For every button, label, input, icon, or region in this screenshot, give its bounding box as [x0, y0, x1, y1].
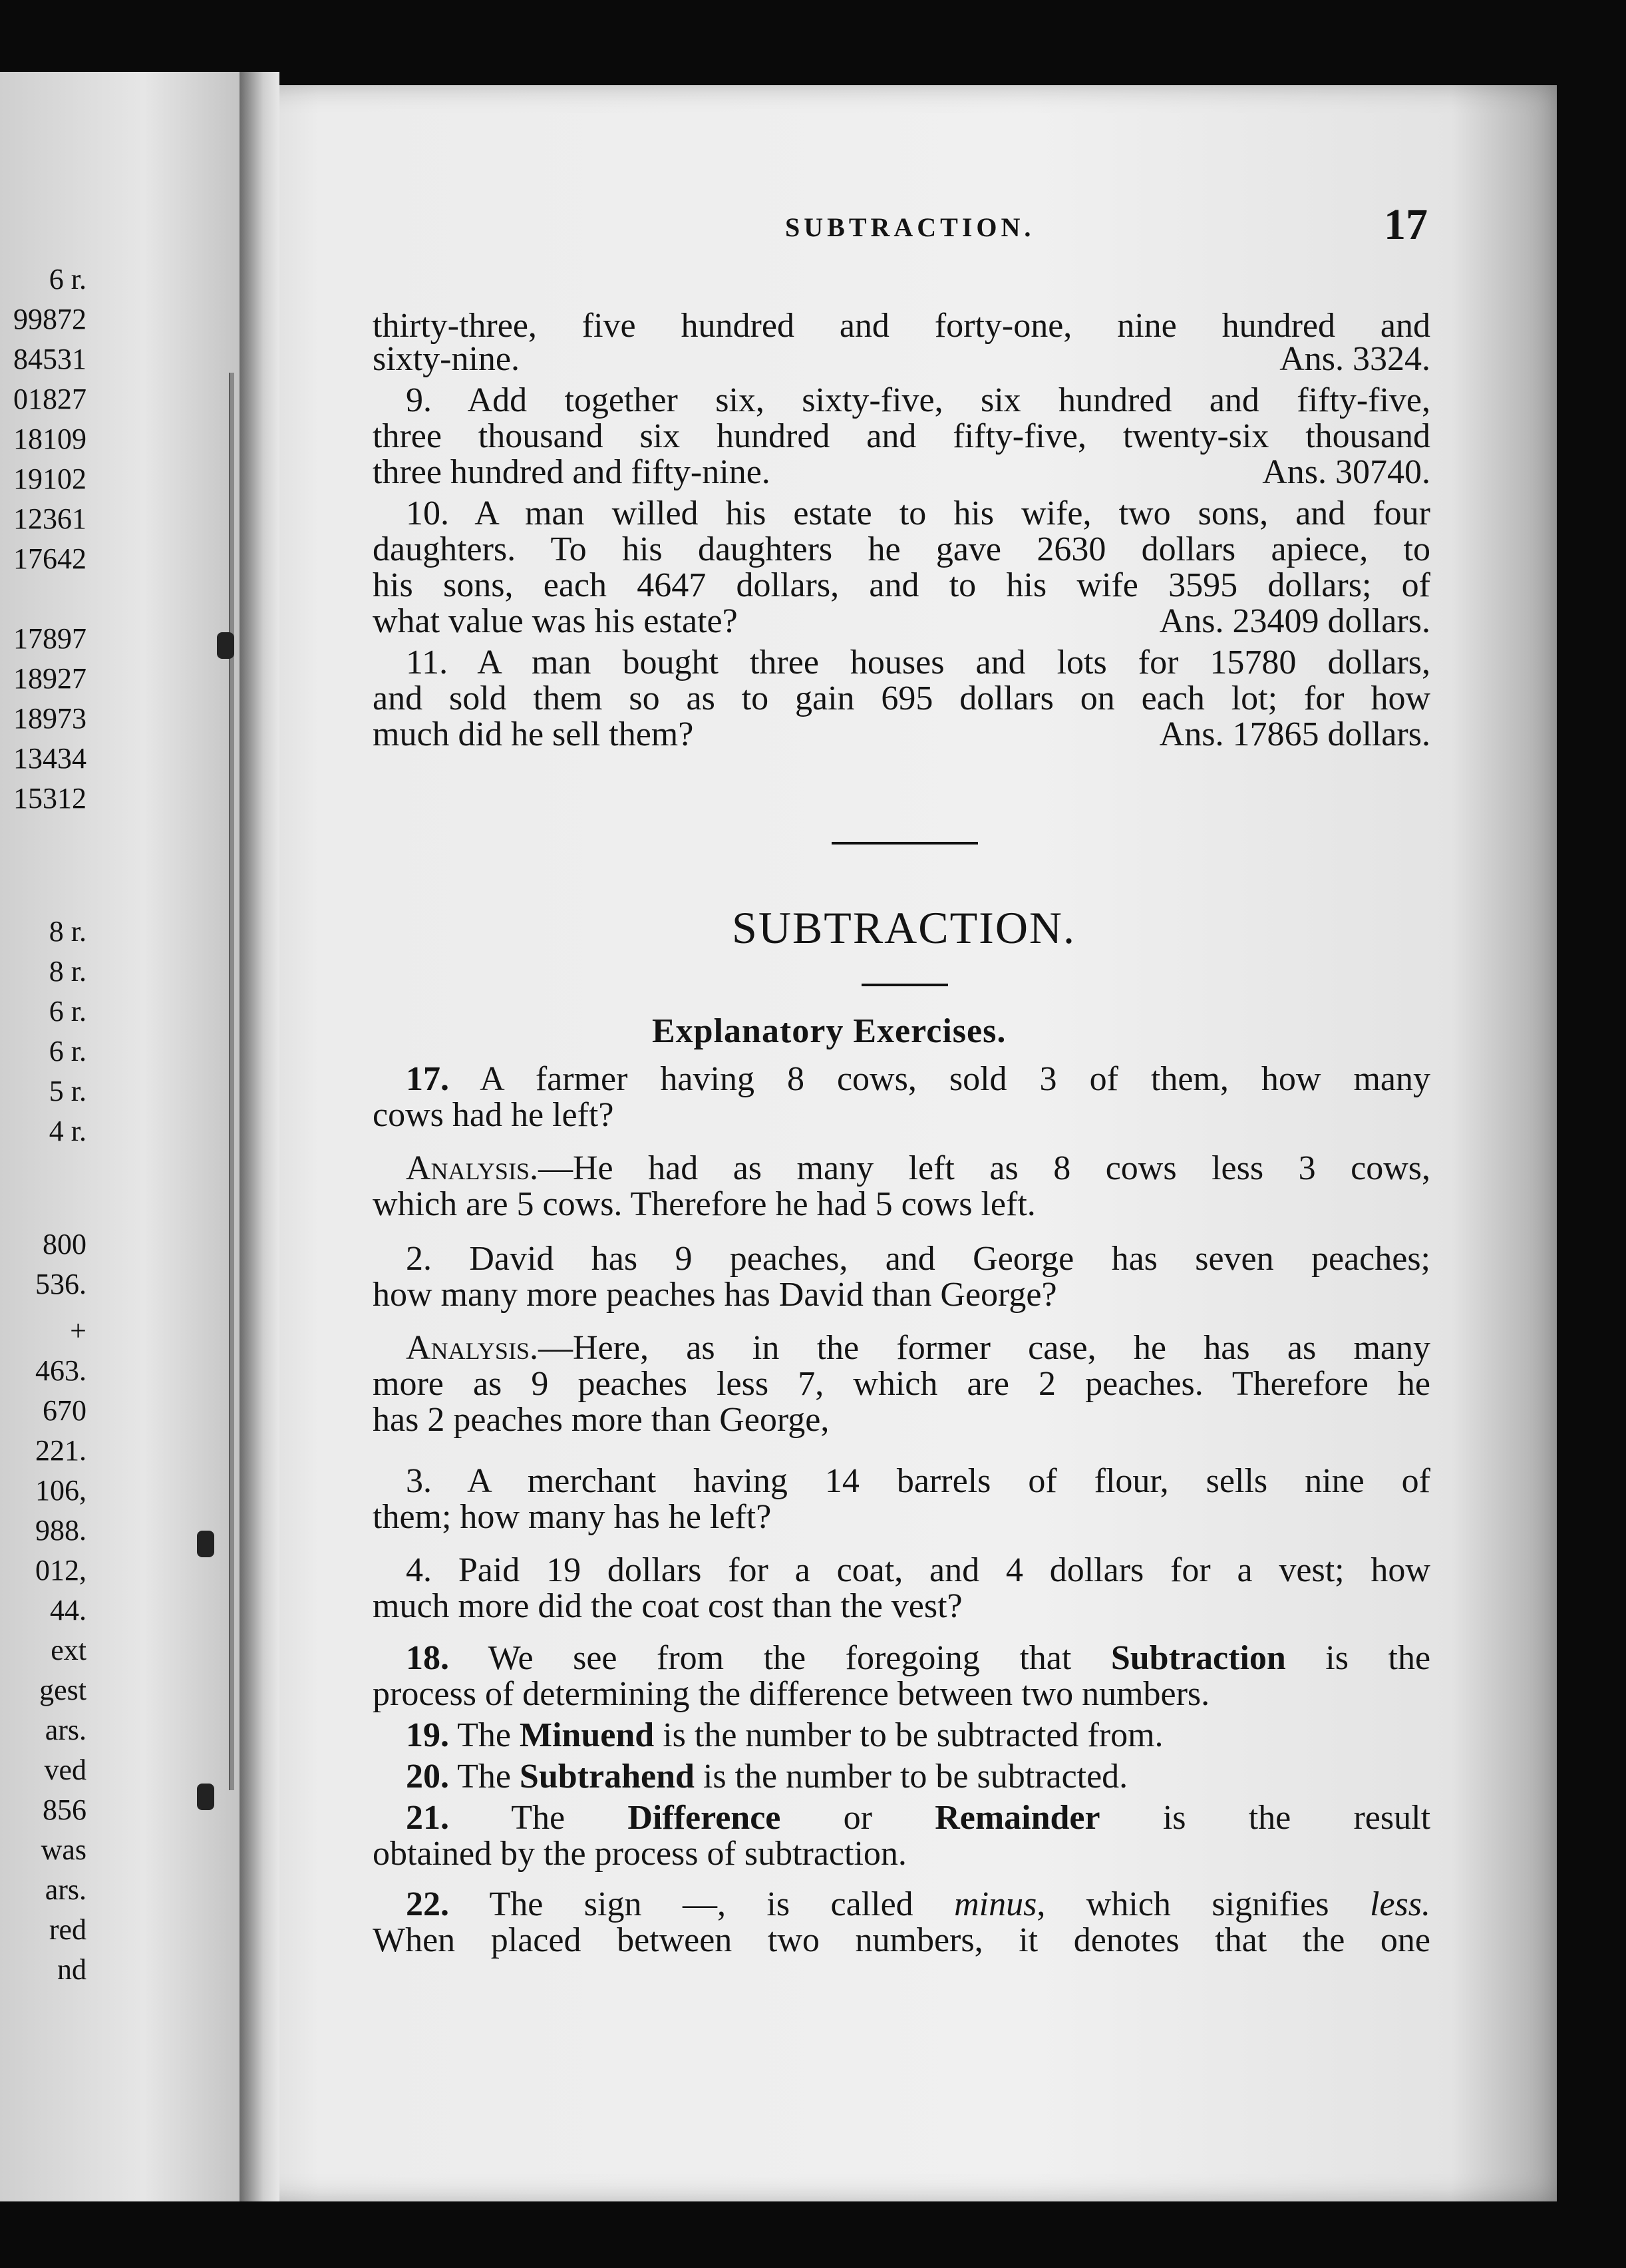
text-line	[373, 1638, 1430, 1678]
left-fragment: 8 r.	[49, 915, 86, 948]
left-fragment: 800	[43, 1228, 86, 1260]
analysis-label: Analysis.	[406, 1329, 538, 1367]
analysis-text: —Here, as in the former case, he has as many	[538, 1329, 1430, 1367]
left-fragment: 5 r.	[49, 1075, 86, 1107]
answer: Ans. 17865 dollars.	[1159, 715, 1430, 753]
left-fragment: 6 r.	[49, 995, 86, 1028]
left-fragment: 856	[43, 1794, 86, 1826]
definition-number: 18.	[406, 1639, 449, 1677]
left-fragment: 106,	[35, 1474, 86, 1507]
text-line: which are 5 cows. Therefore he had 5 cows left.	[373, 1185, 1036, 1223]
text-line	[373, 1059, 1430, 1099]
left-fragment: 670	[43, 1394, 86, 1427]
analysis-label: Analysis.	[406, 1149, 538, 1187]
text-line: more as 9 peaches less 7, which are 2 peaches. Therefore he	[373, 1365, 1430, 1403]
left-fragment: 6 r.	[49, 1035, 86, 1067]
left-fragment: ars.	[45, 1873, 86, 1906]
definition-text: The sign —, is called	[489, 1885, 913, 1923]
left-fragment: was	[41, 1833, 86, 1866]
left-fragment: 6 r.	[49, 263, 86, 295]
left-fragment: +	[70, 1314, 86, 1347]
text-line: 3. A merchant having 14 barrels of flour, sells nine of	[406, 1462, 1430, 1500]
text-line: three thousand six hundred and fifty-five, twenty-six thousand	[373, 417, 1430, 455]
text-line: When placed between two numbers, it denotes that the one	[373, 1921, 1430, 1959]
definition-term: Difference	[627, 1799, 781, 1837]
definition-text: is the result	[1162, 1799, 1431, 1837]
left-fragment: 4 r.	[49, 1115, 86, 1147]
definition-term: less.	[1370, 1885, 1430, 1923]
left-fragment: 012,	[35, 1554, 86, 1587]
left-fragment: 536.	[35, 1268, 86, 1300]
definition-term: Remainder	[935, 1799, 1100, 1837]
text-line: has 2 peaches more than George,	[373, 1401, 830, 1439]
left-fragment: 988.	[35, 1514, 86, 1547]
exercise-number: 17.	[406, 1060, 449, 1098]
left-fragment: 84531	[13, 343, 86, 375]
left-fragment: gest	[39, 1674, 86, 1706]
text-line: obtained by the process of subtraction.	[373, 1835, 907, 1873]
definition-text: The	[457, 1716, 511, 1754]
text-line: 4. Paid 19 dollars for a coat, and 4 dollars for a vest; how	[406, 1551, 1430, 1589]
definition-number: 21.	[406, 1799, 449, 1837]
running-head: SUBTRACTION.	[785, 212, 1035, 242]
definition-text: is the number to be subtracted from.	[663, 1716, 1164, 1754]
text-line: his sons, each 4647 dollars, and to his wife 3595 dollars; of	[373, 566, 1430, 604]
text-line: how many more peaches has David than George?	[373, 1276, 1057, 1314]
text-line: 11. A man bought three houses and lots for 15780 dollars,	[406, 644, 1430, 681]
text-line: 2. David has 9 peaches, and George has seven peaches;	[406, 1240, 1430, 1278]
answer: Ans. 3324.	[1279, 340, 1430, 378]
definition-term: minus	[954, 1885, 1037, 1923]
left-fragment: 463.	[35, 1354, 86, 1387]
text-line: 10. A man willed his estate to his wife, two sons, and four	[406, 494, 1430, 532]
definition-text: , which signifies	[1037, 1885, 1329, 1923]
binding-knot	[197, 1784, 214, 1810]
answer: Ans. 23409 dollars.	[1159, 602, 1430, 640]
text-line: three hundred and fifty-nine.	[373, 453, 770, 491]
analysis-text: —He had as many left as 8 cows less 3 cows,	[538, 1149, 1430, 1187]
left-fragment: 18927	[13, 662, 86, 695]
definition-text: The	[511, 1799, 566, 1837]
text-line: thirty-three, five hundred and forty-one, nine hundred and	[373, 307, 1430, 345]
text-line: much more did the coat cost than the vest?	[373, 1587, 963, 1625]
binding-knot	[197, 1531, 214, 1557]
book-gutter	[240, 72, 279, 2201]
text-line	[373, 1885, 1430, 1925]
left-page-margin	[0, 72, 240, 2201]
binding-thread	[229, 373, 234, 1790]
left-fragment: red	[49, 1913, 86, 1946]
left-fragment: 8 r.	[49, 955, 86, 988]
left-fragment: 01827	[13, 383, 86, 415]
binding-knot	[217, 632, 234, 659]
section-title: SUBTRACTION.	[732, 902, 1076, 953]
left-fragment: 221.	[35, 1434, 86, 1467]
page-number: 17	[1384, 200, 1428, 249]
definition-number: 20.	[406, 1758, 449, 1796]
definition-number: 22.	[406, 1885, 449, 1923]
definition-term: Minuend	[519, 1716, 655, 1754]
text-line	[373, 1757, 1430, 1797]
text-line: what value was his estate?	[373, 602, 738, 640]
left-fragment: 17642	[13, 542, 86, 575]
left-fragment: 19102	[13, 463, 86, 495]
section-subtitle: Explanatory Exercises.	[652, 1012, 1007, 1050]
definition-text: is the	[1325, 1639, 1431, 1677]
text-line: process of determining the difference between two numbers.	[373, 1675, 1210, 1713]
left-fragment: 12361	[13, 502, 86, 535]
section-rule-bottom	[862, 984, 948, 986]
definition-term: Subtraction	[1110, 1639, 1286, 1677]
definition-text: We see from the foregoing that	[488, 1639, 1072, 1677]
text-line: daughters. To his daughters he gave 2630 dollars apiece, to	[373, 530, 1430, 568]
left-fragment: 17897	[13, 622, 86, 655]
text-line	[373, 1798, 1430, 1838]
text-line	[373, 1328, 1430, 1368]
text-line: sixty-nine.	[373, 340, 520, 378]
text-line: cows had he left?	[373, 1096, 614, 1134]
exercise-text: A farmer having 8 cows, sold 3 of them, how many	[480, 1060, 1430, 1098]
definition-number: 19.	[406, 1716, 449, 1754]
left-fragment: nd	[57, 1953, 86, 1986]
left-fragment: 99872	[13, 303, 86, 335]
text-line: them; how many has he left?	[373, 1498, 772, 1536]
definition-text: is the number to be subtracted.	[703, 1758, 1128, 1796]
text-line	[373, 1716, 1430, 1756]
text-line	[373, 1149, 1430, 1189]
left-fragment: ext	[51, 1634, 86, 1666]
left-fragment: ars.	[45, 1714, 86, 1746]
left-fragment: 44.	[50, 1594, 86, 1626]
definition-term: Subtrahend	[519, 1758, 695, 1796]
section-rule-top	[832, 842, 978, 845]
left-fragment: 18973	[13, 702, 86, 735]
answer: Ans. 30740.	[1262, 453, 1430, 491]
definition-text: The	[457, 1758, 511, 1796]
left-fragment: 15312	[13, 782, 86, 815]
text-line: much did he sell them?	[373, 715, 694, 753]
text-line: 9. Add together six, sixty-five, six hundred and fifty-five,	[406, 381, 1430, 419]
text-line: and sold them so as to gain 695 dollars on each lot; for how	[373, 679, 1430, 717]
left-fragment: ved	[44, 1754, 86, 1786]
definition-text: or	[843, 1799, 872, 1837]
left-fragment: 18109	[13, 423, 86, 455]
left-fragment: 13434	[13, 742, 86, 775]
